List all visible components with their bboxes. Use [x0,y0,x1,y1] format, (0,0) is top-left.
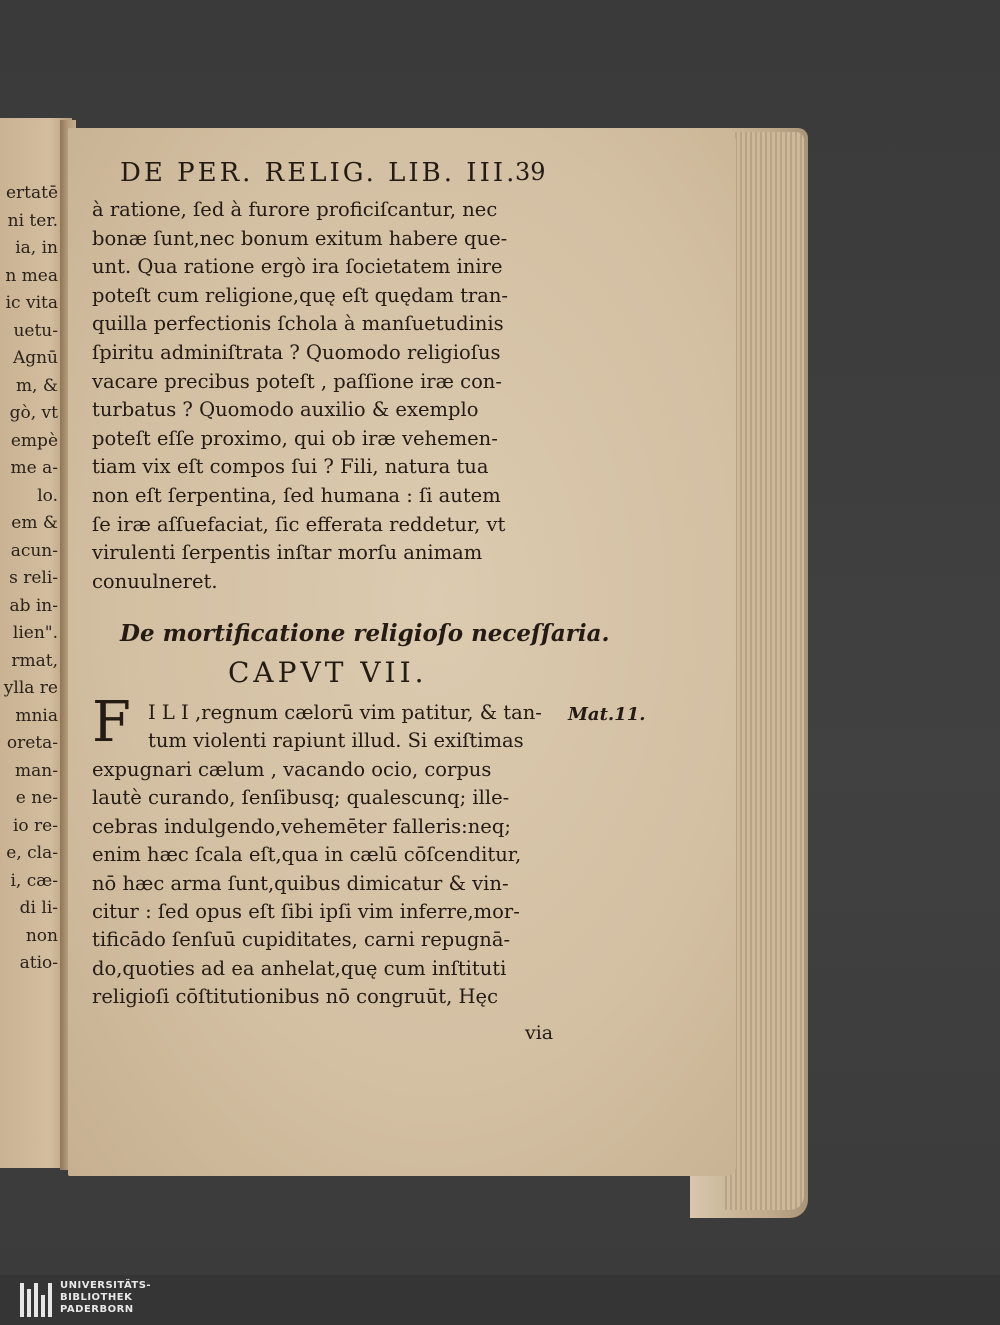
left-fragment-line: lo. [37,485,58,506]
left-fragment-line: acun- [10,540,58,561]
left-fragment-line: ia, in [15,238,58,258]
library-name [60,1280,151,1316]
text-line: turbatus ? Quomodo auxilio & exemplo [92,398,479,422]
left-fragment-line: em & [11,513,58,533]
paragraph-2-body [92,756,568,1012]
text-line: tum violenti rapiunt illud. Si exiſtimas [148,729,524,753]
text-line: non eſt ſerpentina, ſed humana : ſi autem [92,483,501,507]
left-fragment-line: ertatē [5,183,58,203]
left-fragment-line: lien". [12,623,58,643]
text-line: tificādo ſenſuū cupiditates, carni repugnā- [92,928,511,952]
text-line: poteſt cum religione,quę eſt quędam tran- [92,283,508,307]
left-fragment-line: empè [10,430,58,451]
library-name-line: PADERBORN [60,1304,134,1315]
left-fragment-line: me a- [10,458,58,478]
text-line: enim hæc ſcala eſt,qua in cælū cōſcenditur, [92,843,522,867]
library-logo-icon [20,1283,52,1317]
left-fragment-line: uetu- [13,320,58,341]
left-fragment-line: rmat, [11,650,58,671]
left-fragment-line: s reli- [9,568,58,588]
left-fragment-line: e, cla- [6,843,58,863]
text-line: unt. Qua ratione ergò ira ſocietatem inire [92,255,503,279]
running-header: DE PER. RELIG. LIB. III. [120,158,518,188]
left-fragment-line: e ne- [15,788,58,808]
left-page-text-fragments [0,180,58,978]
left-fragment-line: io re- [12,815,58,836]
left-fragment-line: m, & [15,375,58,396]
text-line: tiam vix eſt compos ſui ? Fili, natura tua [92,455,489,479]
paragraph-1 [92,196,562,596]
left-fragment-line: ylla re [3,678,58,698]
left-fragment-line: non [25,925,58,946]
text-line: lautè curando, ſenſibusq; qualescunq; ille- [92,786,510,810]
text-line: quilla perfectionis ſchola à manſuetudinis [92,312,504,336]
library-name-line: UNIVERSITÄTS- [60,1280,152,1291]
left-fragment-line: ni ter. [7,210,58,231]
text-line: I L I ,regnum cælorū vim patitur, & tan- [148,701,542,724]
text-line: vacare precibus poteſt , paſſione iræ con- [92,369,502,393]
left-fragment-line: mnia [15,705,58,726]
text-line: expugnari cælum , vacando ocio, corpus [92,758,492,781]
text-line: ſpiritu adminiſtrata ? Quomodo religioſus [92,340,501,364]
text-line: conuulneret. [92,569,218,593]
text-line: bonæ ſunt,nec bonum exitum habere que- [92,226,508,250]
paragraph-2-opening [148,699,568,756]
left-fragment-line: man- [15,760,58,781]
catchword: via [525,1022,554,1044]
left-fragment-line: ic vita [5,293,58,313]
left-fragment-line: gò, vt [9,403,58,423]
marginal-note: Mat.11. [568,704,646,725]
chapter-title: De mortificatione religioſo neceſſaria. [120,620,610,647]
text-line: do,quoties ad ea anhelat,quę cum inſtituti [92,956,507,980]
text-line: cebras indulgendo,vehemēter falleris:neq; [92,814,511,838]
left-fragment-line: ab in- [9,595,58,616]
left-fragment-line: di li- [19,898,58,918]
text-line: citur : ſed opus eſt ſibi ipſi vim inferre,mor- [92,900,520,924]
page-number: 39 [515,158,546,186]
library-name-line: BIBLIOTHEK [60,1292,133,1303]
caput-heading: CAPVT VII. [228,656,428,689]
text-line: religioſi cōſtitutionibus nō congruūt, Hęc [92,985,498,1009]
text-line: nō hæc arma ſunt,quibus dimicatur & vin- [92,871,509,895]
left-fragment-line: atio- [19,953,58,973]
left-fragment-line: i, cæ- [10,870,58,891]
text-line: poteſt eſſe proximo, qui ob iræ vehemen- [92,426,498,450]
text-line: à ratione, ſed à furore proficiſcantur, nec [92,198,498,221]
drop-cap: F [92,690,131,755]
text-line: ſe iræ aſſuefaciat, ſic efferata reddetur, vt [92,512,506,536]
left-fragment-line: n mea [5,265,58,286]
text-line: virulenti ſerpentis inſtar morſu animam [92,541,483,565]
left-fragment-line: Agnū [12,348,58,368]
left-fragment-line: oreta- [6,733,58,753]
